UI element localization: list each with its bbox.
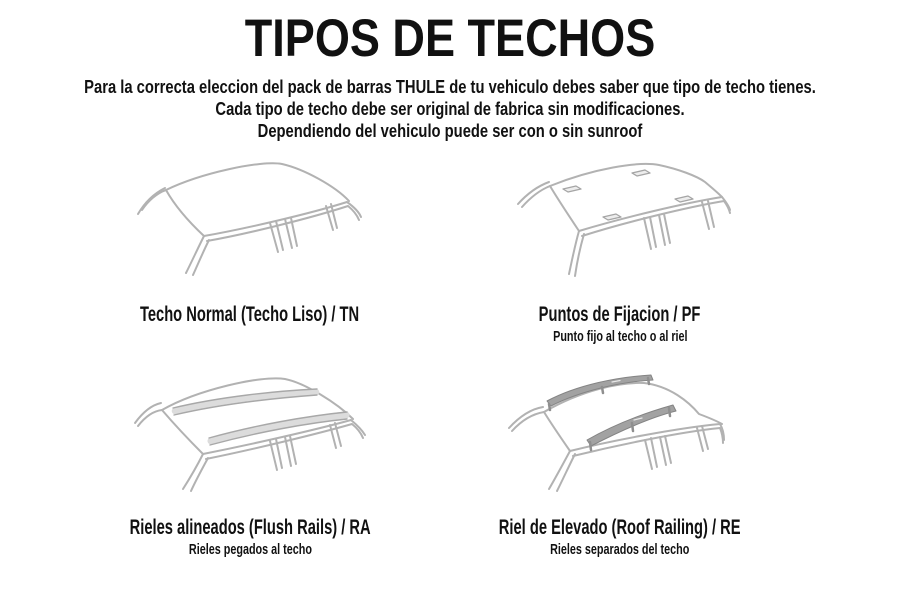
roof-types-row-1: [0, 144, 900, 345]
roof-types-row-2: [0, 357, 900, 558]
roof-type-label: Riel de Elevado (Roof Railing) / RE: [499, 516, 741, 539]
intro-line: Dependiendo del vehiculo puede ser con o sin sunroof: [257, 121, 643, 141]
fixpoint-pads: [563, 170, 693, 220]
roof-types-infographic: [0, 10, 900, 610]
roof-type-label: Techo Normal (Techo Liso) / TN: [140, 303, 360, 326]
page-title: TIPOS DE TECHOS: [244, 9, 656, 68]
flush-rails: [173, 389, 347, 445]
intro-line: Cada tipo de techo debe ser original de fabrica sin modificaciones.: [215, 99, 685, 119]
roof-type-label: Rieles alineados (Flush Rails) / RA: [129, 516, 371, 539]
roof-type-card-pf: [395, 144, 845, 345]
raised-rails-roof-sketch-illustration: [395, 357, 845, 515]
roof-type-card-re: [395, 357, 845, 558]
roof-type-sublabel: Rieles separados del techo: [550, 541, 690, 558]
intro-paragraph: [0, 76, 900, 142]
roof-type-label: Puntos de Fijacion / PF: [539, 303, 701, 326]
roof-type-sublabel: Rieles pegados al techo: [188, 541, 312, 558]
intro-line: Para la correcta eleccion del pack de barras THULE de tu vehiculo debes saber que tipo de techo tienes.: [84, 77, 816, 97]
fixpoint-roof-sketch-illustration: [395, 144, 845, 302]
roof-type-sublabel: Punto fijo al techo o al riel: [552, 328, 688, 345]
